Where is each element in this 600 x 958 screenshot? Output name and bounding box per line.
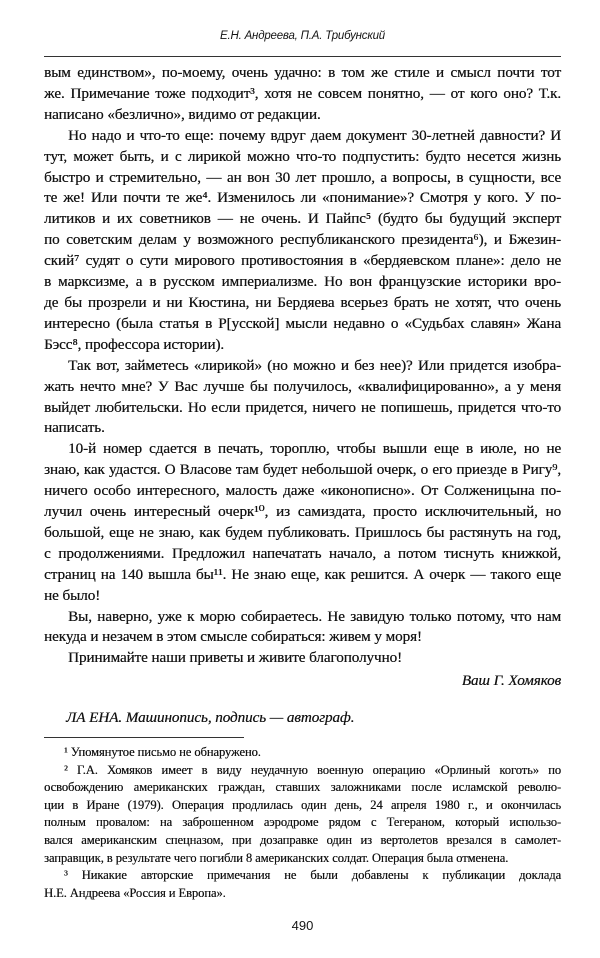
paragraph: [44, 63, 561, 126]
text-line: освобождению американских граждан, ставших заложниками после исламской револю-: [44, 780, 561, 795]
text-line: ничего особо интересного, малость даже «иконописно». От Солженицына по-: [44, 482, 561, 500]
paragraph: [44, 356, 561, 440]
running-header: Е.Н. Андреева, П.А. Трибунский: [220, 30, 385, 42]
paragraphs: [44, 63, 561, 669]
text-line: интересно (была статья в Р[усской] мысли недавно о «Судьбах славян» Жана: [44, 314, 561, 332]
text-line: Так вот, займетесь «лирикой» (но можно и без нее)? Или придется изобра-: [68, 356, 561, 374]
text-line: знаю, как удастся. О Власове там будет небольшой очерк, о его приезде в Ригу⁹,: [44, 461, 561, 479]
page-number: 490: [291, 918, 314, 934]
footnote: [44, 744, 561, 762]
text-line: же. Примечание тоже подходит³, хотя не совсем понятно, — от кого оно? Т.к.: [44, 84, 561, 102]
footnotes: [44, 744, 561, 902]
text-line: жать нечто мне? У Вас лучше бы получилось, «квалифицированно», а у меня: [44, 377, 561, 395]
text-line: ции в Иране (1979). Операция продлилась один день, 24 апреля 1980 г., и окончилась: [44, 797, 561, 812]
text-line: Вы, наверно, уже к морю собираетесь. Не завидую только потому, что нам: [68, 607, 561, 625]
text-line: полным провалом: на заброшенном аэродроме рядом с Тегераном, который использо-: [44, 815, 561, 830]
text-line: не было!: [44, 586, 101, 604]
text-line: Бэсс⁸, профессора истории).: [44, 335, 224, 353]
text-line: Принимайте наши приветы и живите благополучно!: [68, 649, 402, 667]
paragraph: [44, 439, 561, 606]
text-line: с продолжениями. Предложил напечатать начало, а потом тиснуть книжкой,: [44, 544, 561, 562]
text-line: тут, может быть, и с лирикой можно что-то подпустить: будто несется жизнь: [44, 147, 561, 165]
footnote: [44, 867, 561, 902]
text-line: те же! Или почти те же⁴. Изменилось ли «понимание»? Смотря у кого. У по-: [44, 189, 561, 207]
text-line: написано «безлично», видимо от редакции.: [44, 105, 321, 123]
text-line: Н.Е. Андреева «Россия и Европа».: [44, 885, 226, 900]
text-line: ² Г.А. Хомяков имеет в виду неудачную военную операцию «Орлиный коготь» по: [64, 762, 561, 777]
text-line: вался американским спецназом, при дозаправке один из вертолетов врезался в самолет-: [44, 833, 561, 848]
source-note: ЛА ЕНА. Машинопись, подпись — автограф.: [66, 709, 355, 727]
text-line: быстро и стремительно, — ан вон 30 лет прошло, а вопросы, в сущности, все: [44, 168, 561, 186]
text-line: 10-й номер сдается в печать, тороплю, чтобы вышли еще в июле, но не: [68, 440, 561, 458]
paragraph: [44, 648, 561, 669]
footnote-divider: [44, 737, 244, 738]
text-line: лучил очень интересный очерк¹⁰, из самиздата, просто исключительный, но: [44, 503, 561, 521]
text-line: де бы прозрели и ни Кюстина, ни Бердяева всерьез брать не хотят, что очень: [44, 293, 561, 311]
paragraph: [44, 607, 561, 649]
text-line: по советским делам у возможного республиканского президента⁶), и Бжезин-: [44, 231, 561, 249]
text-line: Но надо и что-то еще: почему вдруг даем документ 30-летней давности? И: [68, 126, 561, 144]
footnote: [44, 762, 561, 868]
text-line: выйдет любительски. Но если придется, ничего не попишешь, придется что-то: [44, 398, 561, 416]
text-line: ³ Никакие авторские примечания не были добавлены к публикации доклада: [64, 868, 561, 883]
paragraph: [44, 126, 561, 356]
text-line: вым единством», по-моему, очень удачно: в том же стиле и смысл почти тот: [44, 64, 561, 81]
signature: Ваш Г. Хомяков: [461, 672, 561, 690]
text-line: заправщик, в результате чего погибли 8 американских солдат. Операция была отменена.: [44, 850, 509, 865]
text-line: ¹ Упомянутое письмо не обнаружено.: [64, 745, 261, 760]
text-line: страниц на 140 вышла бы¹¹. Не знаю еще, как решится. А очерк — такого еще: [44, 565, 561, 583]
text-line: в марксизме, а в русском империализме. Но вон французские историки вро-: [44, 273, 561, 291]
text-line: большой, еще не знаю, как будем публиковать. Пришлось бы растянуть на год,: [44, 523, 561, 541]
text-line: литиков и их советников — не очень. И Пайпс⁵ (будто бы будущий эксперт: [44, 210, 561, 228]
text-line: написать.: [44, 419, 105, 437]
header-divider: [44, 56, 561, 57]
text-line: ский⁷ судят о сути мирового противостояния в «бердяевском плане»: дело не: [44, 252, 561, 270]
text-line: некуда и незачем в этом смысле собираться: живем у моря!: [44, 628, 422, 646]
letter-body: [44, 63, 561, 729]
